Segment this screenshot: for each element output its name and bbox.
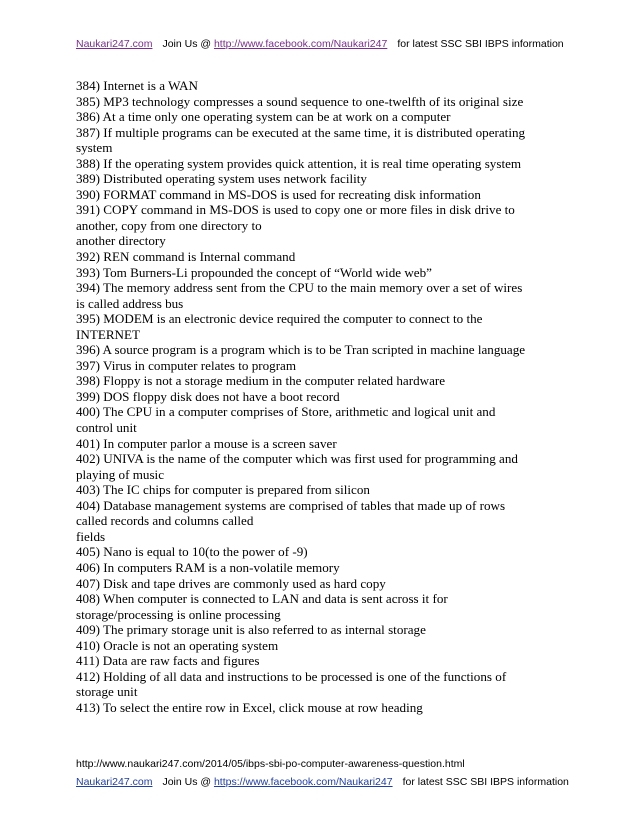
text-line: called records and columns called [76,513,254,529]
text-line: 397) Virus in computer relates to program [76,357,297,373]
text-line: 399) DOS floppy disk does not have a boot record [76,388,340,404]
text-line: 392) REN command is Internal command [76,249,296,265]
text-line: 394) The memory address sent from the CPU to the main memory over a set of wires [76,280,523,296]
footer-join-text: Join Us @ [162,776,212,788]
text-line: 386) At a time only one operating system can be at work on a computer [76,109,451,125]
text-line: 388) If the operating system provides quick attention, it is real time operating system [76,155,522,171]
text-line: 408) When computer is connected to LAN and data is sent across it for [76,591,448,607]
text-line: 404) Database management systems are comprised of tables that made up of rows [76,497,506,513]
header-site-link[interactable]: Naukari247.com [76,38,153,50]
header-facebook-link[interactable]: http://www.facebook.com/Naukari247 [213,38,388,50]
text-line: INTERNET [76,326,140,342]
header-join-text: Join Us @ [162,38,212,50]
text-line: storage unit [76,684,138,700]
text-line: control unit [76,420,137,436]
footer-url-line [76,758,618,770]
text-line: 402) UNIVA is the name of the computer which was first used for programming and [76,451,518,467]
text-line: is called address bus [76,295,184,311]
footer-site-link[interactable]: Naukari247.com [76,776,153,788]
text-line: 389) Distributed operating system uses network facility [76,171,367,187]
text-line: 401) In computer parlor a mouse is a screen saver [76,435,337,451]
page-header [76,38,618,50]
text-line: fields [76,528,106,544]
text-line: 395) MODEM is an electronic device required the computer to connect to the [76,311,483,327]
document-body [76,78,576,715]
footer-tagline: for latest SSC SBI IBPS information [402,776,569,788]
text-line: storage/processing is online processing [76,606,281,622]
text-line: 398) Floppy is not a storage medium in the computer related hardware [76,373,446,389]
text-line: 396) A source program is a program which is to be Tran scripted in machine language [76,342,526,358]
text-line: 390) FORMAT command in MS-DOS is used for recreating disk information [76,186,481,202]
text-line: 407) Disk and tape drives are commonly used as hard copy [76,575,386,591]
text-line: 411) Data are raw facts and figures [76,653,260,669]
text-line: 385) MP3 technology compresses a sound sequence to one-twelfth of its original size [76,93,524,109]
text-line: playing of music [76,466,165,482]
text-line: 387) If multiple programs can be executed at the same time, it is distributed operating [76,124,526,140]
text-line: another, copy from one directory to [76,217,262,233]
text-line: 384) Internet is a WAN [76,78,198,93]
footer-url: http://www.naukari247.com/2014/05/ibps-sbi-po-computer-awareness-question.html [76,758,465,770]
text-line: 406) In computers RAM is a non-volatile memory [76,559,340,575]
text-line: 412) Holding of all data and instructions to be processed is one of the functions of [76,668,507,684]
text-line: 409) The primary storage unit is also referred to as internal storage [76,622,426,638]
text-line: 410) Oracle is not an operating system [76,637,279,653]
header-tagline: for latest SSC SBI IBPS information [397,38,564,50]
text-line: 400) The CPU in a computer comprises of Store, arithmetic and logical unit and [76,404,496,420]
text-line: 391) COPY command in MS-DOS is used to copy one or more files in disk drive to [76,202,515,218]
page-footer [76,776,618,788]
footer-facebook-link[interactable]: https://www.facebook.com/Naukari247 [213,776,393,788]
text-line: 393) Tom Burners-Li propounded the concept of “World wide web” [76,264,432,280]
text-line: system [76,140,113,156]
text-line: 405) Nano is equal to 10(to the power of -9) [76,544,308,560]
text-line: 403) The IC chips for computer is prepared from silicon [76,482,370,498]
text-line: 413) To select the entire row in Excel, click mouse at row heading [76,699,423,715]
text-line: another directory [76,233,166,249]
